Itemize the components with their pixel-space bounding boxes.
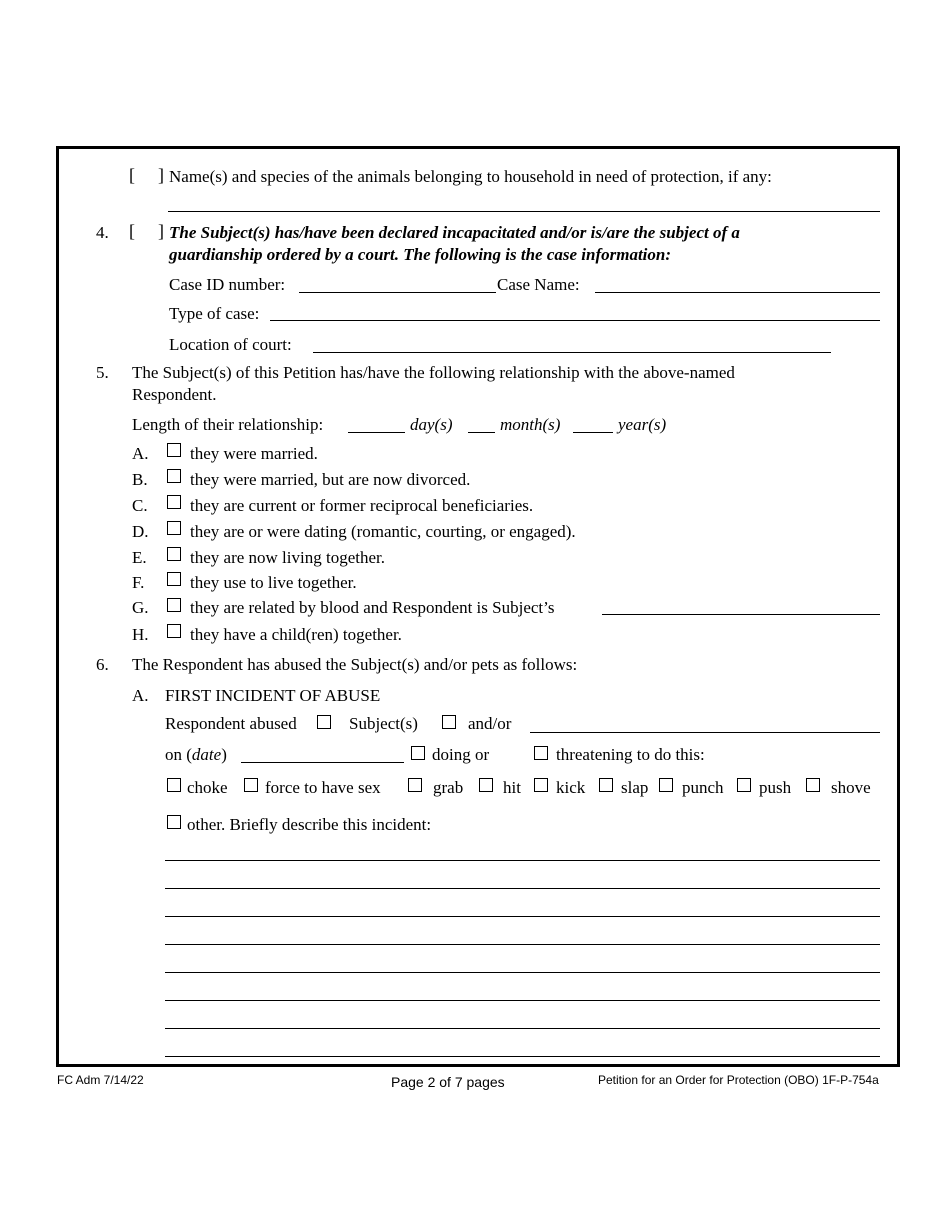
type-of-case-field[interactable] — [270, 320, 880, 321]
force-label: force to have sex — [265, 778, 381, 797]
date-field[interactable] — [241, 762, 404, 763]
description-line-3[interactable] — [165, 916, 880, 917]
hit-checkbox[interactable] — [479, 778, 493, 792]
length-label: Length of their relationship: — [132, 415, 324, 434]
option-a-letter: A. — [132, 444, 149, 463]
days-field[interactable] — [348, 432, 405, 433]
months-label: month(s) — [500, 415, 561, 434]
option-e-text: they are now living together. — [190, 548, 385, 567]
item4-bracket-left[interactable]: [ — [129, 221, 135, 241]
footer-page-number: Page 2 of 7 pages — [391, 1074, 505, 1090]
months-field[interactable] — [468, 432, 495, 433]
item4-line2: guardianship ordered by a court. The following is the case information: — [169, 245, 672, 264]
description-line-5[interactable] — [165, 972, 880, 973]
option-a-checkbox[interactable] — [167, 443, 181, 457]
item5-line1: The Subject(s) of this Petition has/have the following relationship with the above-named — [132, 363, 735, 382]
option-g-letter: G. — [132, 598, 149, 617]
respondent-abused-label: Respondent abused — [165, 714, 297, 733]
description-line-7[interactable] — [165, 1028, 880, 1029]
push-checkbox[interactable] — [737, 778, 751, 792]
description-line-4[interactable] — [165, 944, 880, 945]
on-date-label: on (date) — [165, 745, 227, 764]
grab-label: grab — [433, 778, 464, 797]
punch-checkbox[interactable] — [659, 778, 673, 792]
location-label: Location of court: — [169, 335, 292, 354]
option-a-text: they were married. — [190, 444, 318, 463]
animals-bracket-left[interactable]: [ — [129, 165, 135, 185]
shove-checkbox[interactable] — [806, 778, 820, 792]
option-c-text: they are current or former reciprocal beneficiaries. — [190, 496, 534, 515]
case-id-field[interactable] — [299, 292, 496, 293]
option-f-checkbox[interactable] — [167, 572, 181, 586]
slap-label: slap — [621, 778, 649, 797]
case-name-field[interactable] — [595, 292, 880, 293]
option-d-letter: D. — [132, 522, 149, 541]
abused-field[interactable] — [530, 732, 880, 733]
subjects-label: Subject(s) — [349, 714, 418, 733]
punch-label: punch — [682, 778, 724, 797]
choke-label: choke — [187, 778, 228, 797]
option-g-text: they are related by blood and Respondent is Subject’s — [190, 598, 555, 617]
other-label: other. Briefly describe this incident: — [187, 815, 432, 834]
option-h-letter: H. — [132, 625, 149, 644]
choke-checkbox[interactable] — [167, 778, 181, 792]
doing-checkbox[interactable] — [411, 746, 425, 760]
option-b-letter: B. — [132, 470, 148, 489]
threatening-checkbox[interactable] — [534, 746, 548, 760]
item4-bracket-right[interactable]: ] — [158, 221, 164, 241]
days-label: day(s) — [410, 415, 453, 434]
item6-sub-title: FIRST INCIDENT OF ABUSE — [165, 686, 381, 705]
item5-number: 5. — [96, 363, 109, 382]
option-e-letter: E. — [132, 548, 147, 567]
shove-label: shove — [831, 778, 871, 797]
option-g-checkbox[interactable] — [167, 598, 181, 612]
item5-line2: Respondent. — [132, 385, 217, 404]
item4-number: 4. — [96, 223, 109, 242]
doing-label: doing or — [432, 745, 490, 764]
item6-intro: The Respondent has abused the Subject(s) and/or pets as follows: — [132, 655, 578, 674]
option-h-checkbox[interactable] — [167, 624, 181, 638]
footer-form-code: FC Adm 7/14/22 — [57, 1073, 144, 1087]
type-of-case-label: Type of case: — [169, 304, 260, 323]
option-b-checkbox[interactable] — [167, 469, 181, 483]
description-line-6[interactable] — [165, 1000, 880, 1001]
description-line-8[interactable] — [165, 1056, 880, 1057]
item6-number: 6. — [96, 655, 109, 674]
kick-label: kick — [556, 778, 586, 797]
force-checkbox[interactable] — [244, 778, 258, 792]
subjects-checkbox[interactable] — [442, 715, 456, 729]
option-h-text: they have a child(ren) together. — [190, 625, 402, 644]
other-checkbox[interactable] — [167, 815, 181, 829]
years-field[interactable] — [573, 432, 613, 433]
option-c-letter: C. — [132, 496, 148, 515]
animals-bracket-right[interactable]: ] — [158, 165, 164, 185]
case-name-label: Case Name: — [497, 275, 580, 294]
footer-form-title: Petition for an Order for Protection (OBO) 1F-P-754a — [598, 1073, 879, 1087]
threatening-label: threatening to do this: — [556, 745, 705, 764]
item6-sub-letter: A. — [132, 686, 149, 705]
description-line-1[interactable] — [165, 860, 880, 861]
option-c-checkbox[interactable] — [167, 495, 181, 509]
slap-checkbox[interactable] — [599, 778, 613, 792]
location-field[interactable] — [313, 352, 831, 353]
option-d-text: they are or were dating (romantic, courting, or engaged). — [190, 522, 576, 541]
option-d-checkbox[interactable] — [167, 521, 181, 535]
option-f-text: they use to live together. — [190, 573, 357, 592]
kick-checkbox[interactable] — [534, 778, 548, 792]
andor-label: and/or — [468, 714, 512, 733]
hit-label: hit — [503, 778, 521, 797]
case-id-label: Case ID number: — [169, 275, 286, 294]
description-line-2[interactable] — [165, 888, 880, 889]
relationship-field[interactable] — [602, 614, 880, 615]
option-e-checkbox[interactable] — [167, 547, 181, 561]
animals-field[interactable] — [168, 211, 880, 212]
push-label: push — [759, 778, 792, 797]
option-f-letter: F. — [132, 573, 145, 592]
item4-line1: The Subject(s) has/have been declared incapacitated and/or is/are the subject of a — [169, 223, 740, 242]
years-label: year(s) — [618, 415, 667, 434]
respondent-abused-checkbox[interactable] — [317, 715, 331, 729]
option-b-text: they were married, but are now divorced. — [190, 470, 471, 489]
animals-label: Name(s) and species of the animals belonging to household in need of protection, if any: — [169, 167, 772, 186]
grab-checkbox[interactable] — [408, 778, 422, 792]
